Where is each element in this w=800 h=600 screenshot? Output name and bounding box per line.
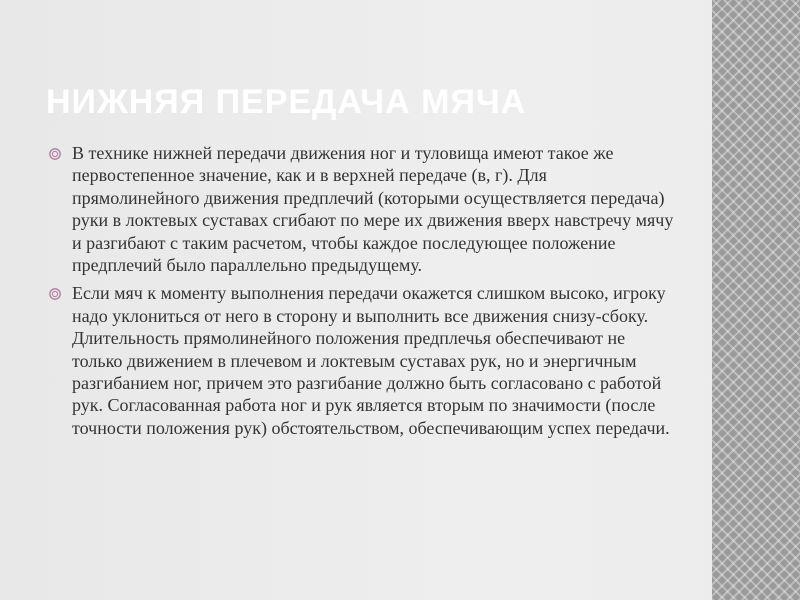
circle-bullet-icon — [48, 147, 62, 161]
slide-title: НИЖНЯЯ ПЕРЕДАЧА МЯЧА — [46, 83, 527, 121]
bullet-text: В технике нижней передачи движения ног и туловища имеют такое же первостепенное значение, как и в верхней передаче (в, г). Для прямолинейного движения предплечий (которыми осуществляется передача) руки в локтевых суставах сгибают по мере их движения вверх навстречу мячу и разгибают с таким расчетом, чтобы каждое последующее положение предплечий было параллельно предыдущему. — [72, 143, 674, 276]
decorative-side-strip — [712, 0, 800, 600]
circle-bullet-icon — [48, 287, 62, 301]
list-item — [46, 142, 678, 276]
bullet-list — [46, 142, 678, 445]
list-item — [46, 282, 678, 439]
bullet-text: Если мяч к моменту выполнения передачи окажется слишком высоко, игроку надо уклониться от него в сторону и выполнить все движения снизу-сбоку. Длительность прямолинейного положения предплечья обеспечивают не только движением в плечевом и локтевым суставах рук, но и энергичным разгибанием ног, причем это разгибание должно быть согласовано с работой рук. Согласованная работа ног и рук является вторым по значимости (после точности положения рук) обстоятельством, обеспечивающим успех передачи. — [72, 283, 670, 438]
